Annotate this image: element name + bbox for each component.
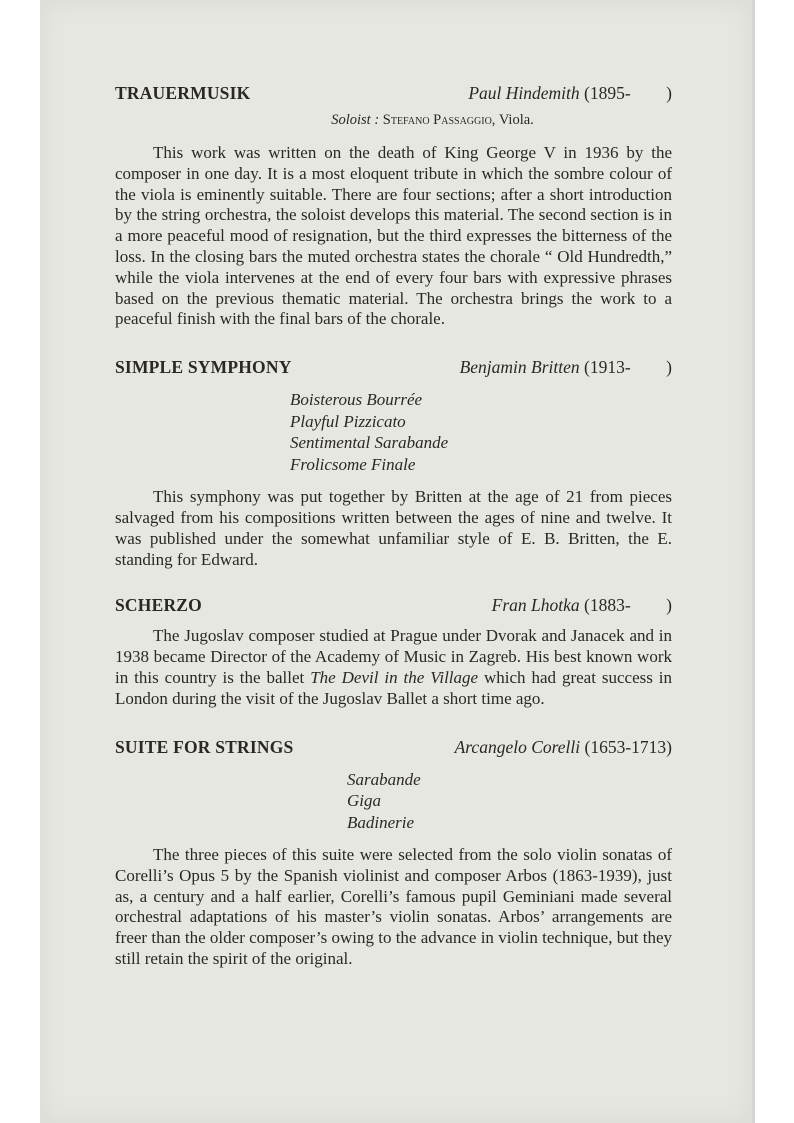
composer <box>460 357 672 378</box>
dates-start: (1883- <box>584 595 631 616</box>
movement-item: Playful Pizzicato <box>290 411 406 431</box>
movement-item: Badinerie <box>347 812 415 832</box>
movement-list <box>115 769 672 834</box>
section-paragraph: This symphony was put together by Britten at the age of 21 from pieces salvaged from his compositions written between the ages of nine and twelve. It was published under the somewhat unfamiliar style of E. B. Britten, the E. standing for Edward. <box>115 487 672 569</box>
movement-item: Sentimental Sarabande <box>290 433 449 453</box>
composer <box>492 595 672 616</box>
composer-dates: (1653-1713) <box>584 736 672 757</box>
composer-dates <box>584 83 672 104</box>
dates-close: ) <box>666 357 672 378</box>
section-header <box>115 83 672 104</box>
section-title: SCHERZO <box>115 595 202 616</box>
soloist-line <box>115 112 672 129</box>
movement-item: Sarabande <box>347 769 421 789</box>
ballet-title: The Devil in the Village <box>310 667 479 687</box>
composer-name: Paul Hindemith <box>468 83 580 103</box>
section-paragraph: The three pieces of this suite were selected from the solo violin sonatas of Corelli’s Opus 5 by the Spanish violinist and composer Arbos (1863-1939), just as, a century and a half earlier, Corelli’s famous pupil Geminiani made several orchestral adaptations of his master’s violin sonatas. Arbos’ arrangements are freer than the older composer’s owing to the advance in violin technique, but they still retain the spirit of the original. <box>115 845 672 969</box>
movement-item: Frolicsome Finale <box>290 454 416 474</box>
section-simple-symphony <box>115 357 672 570</box>
composer <box>468 83 672 104</box>
paragraph-text: The Jugoslav composer studied at Prague under Dvorak and Janacek and in 1938 became Director of the Academy of Music in Zagreb. His best known work in this country is the ballet <box>115 626 672 687</box>
movement-list <box>115 389 672 475</box>
section-header <box>115 737 672 758</box>
composer <box>455 737 672 758</box>
section-suite-for-strings <box>115 737 672 970</box>
section-title: SUITE FOR STRINGS <box>115 736 294 757</box>
section-header <box>115 595 672 616</box>
section-title: TRAUERMUSIK <box>115 83 251 103</box>
paragraph-text: which had great success in London during the visit of the Jugoslav Ballet a short time ago. <box>115 667 672 708</box>
composer-name: Benjamin Britten <box>459 357 580 378</box>
dates-start: (1913- <box>584 357 631 378</box>
soloist-instrument: Viola. <box>498 112 534 128</box>
soloist-label: Soloist : <box>331 112 380 128</box>
composer-dates <box>584 357 672 378</box>
section-header <box>115 357 672 378</box>
composer-name: Arcangelo Corelli <box>454 736 581 757</box>
composer-name: Fran Lhotka <box>491 595 580 616</box>
section-scherzo <box>115 595 672 709</box>
dates-close: ) <box>666 595 672 616</box>
page-edge <box>752 0 755 1123</box>
section-trauermusik <box>115 83 672 330</box>
movement-item: Boisterous Bourrée <box>290 390 423 410</box>
dates-start: (1895- <box>584 83 631 103</box>
section-title: SIMPLE SYMPHONY <box>115 357 292 378</box>
dates-close: ) <box>666 83 672 103</box>
movement-item: Giga <box>347 791 381 811</box>
section-paragraph: This work was written on the death of King George V in 1936 by the composer in one day. It is a most eloquent tribute in which the sombre colour of the viola is eminently suitable. There are four sections; after a short introduction by the string orchestra, the soloist develops this material. The second section is in a more peaceful mood of resignation, but the third expresses the bitterness of the loss. In the closing bars the muted orchestra states the chorale “ Old Hundredth,” while the viola intervenes at the end of every four bars with expressive phrases based on the previous thematic material. The orchestra brings the work to a peaceful finish with the final bars of the chorale. <box>115 143 672 329</box>
section-paragraph <box>115 626 672 709</box>
programme-notes <box>115 83 672 970</box>
soloist-name: Stefano Passaggio, <box>382 112 496 128</box>
composer-dates <box>584 595 672 616</box>
